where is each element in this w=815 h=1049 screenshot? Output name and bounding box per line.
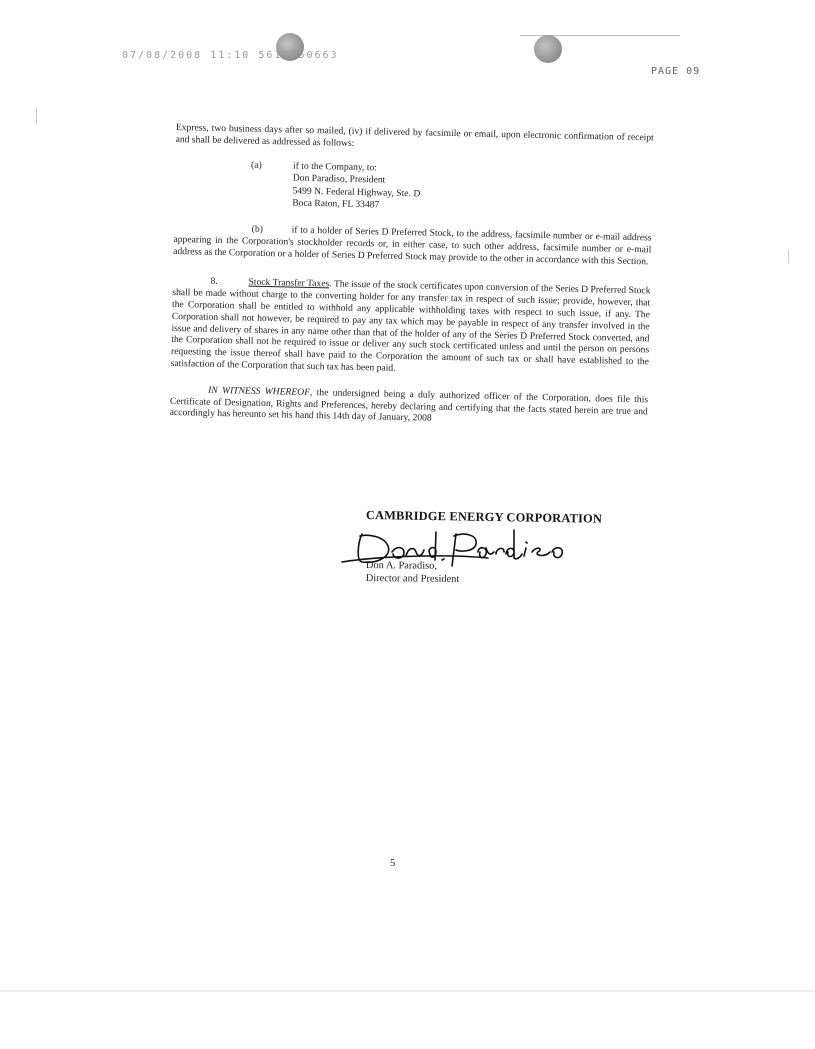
witness-paragraph bbox=[170, 384, 649, 430]
signatory-name: Don A. Paradiso, bbox=[365, 560, 437, 572]
body-text bbox=[169, 122, 654, 441]
address-line: if to the Company, to: bbox=[292, 160, 378, 173]
company-name: CAMBRIDGE ENERGY CORPORATION bbox=[365, 508, 603, 526]
signatory-title: Director and President bbox=[365, 572, 460, 585]
address-tag-a: (a) bbox=[250, 159, 262, 171]
witness-lead: IN WITNESS WHEREOF bbox=[208, 384, 311, 398]
page-number: 5 bbox=[390, 858, 396, 869]
scan-streak bbox=[0, 990, 815, 992]
signatory-block bbox=[366, 560, 460, 586]
intro-paragraph: Express, two business days after so mailed, (iv) if delivered by facsimile or email, upon electronic confirmation of receipt and shall be delivered as addressed as follows: bbox=[175, 122, 654, 149]
fax-header: 07/08/2008 11:10 5613950663 bbox=[122, 50, 339, 61]
section-8-paragraph bbox=[171, 275, 651, 380]
address-tag-b: (b) bbox=[251, 223, 263, 235]
section-number: 8. bbox=[210, 276, 218, 288]
margin-mark bbox=[36, 108, 37, 124]
witness-text: , the undersigned being a duly authorized officer of the Corporation, does file this Certificate of Designation, Rights and Preferences, hereby declaring and certifying that the facts stated herein are true and accordingly has hereunto set his hand this 14th day of January, 2008 bbox=[169, 386, 649, 424]
section-text: . The issue of the stock certificates upon conversion of the Series D Preferred Stock shall be made without charge to the converting holder for any transfer tax in respect of such issue; provide, however, that the Corporation shall be entitled to withhold any applicable withholding taxes with respect to such issue, if any. The Corporation shall not however, be required to pay any tax which may be payable in respect of any transfer involved in the issue and delivery of shares in any name other than that of the holder of any of the Series D Preferred Stock converted, and the Corporation shall not be required to issue or deliver any such stock certificated unless and until the person on persons requesting the issue thereof shall have paid to the Corporation the amount of such tax or shall have established to the satisfaction of the Corporation that such tax has been paid. bbox=[170, 278, 651, 374]
holder-address-paragraph bbox=[173, 222, 652, 268]
address-line: Don Paradiso, President bbox=[292, 172, 386, 186]
address-line: 5499 N. Federal Highway, Ste. D bbox=[292, 185, 421, 200]
address-line: Boca Raton, FL 33487 bbox=[292, 197, 380, 211]
section-heading: Stock Transfer Taxes bbox=[248, 276, 330, 290]
fax-page-number: PAGE 09 bbox=[651, 66, 701, 77]
punch-hole bbox=[534, 35, 562, 63]
holder-address-text: if to a holder of Series D Preferred Stock, to the address, facsimile number or e-mail address appearing in the Corporation's stockholder records or, in either case, to such other address, facsimile number or e-mail address as the Corporation or a holder of Series D Preferred Stock may provide to the other in accordance with this Section. bbox=[173, 224, 652, 267]
margin-mark bbox=[788, 250, 789, 264]
signature-text: Don A. Paradiso bbox=[342, 580, 349, 581]
address-lines bbox=[292, 160, 653, 218]
address-block-company bbox=[250, 159, 653, 218]
